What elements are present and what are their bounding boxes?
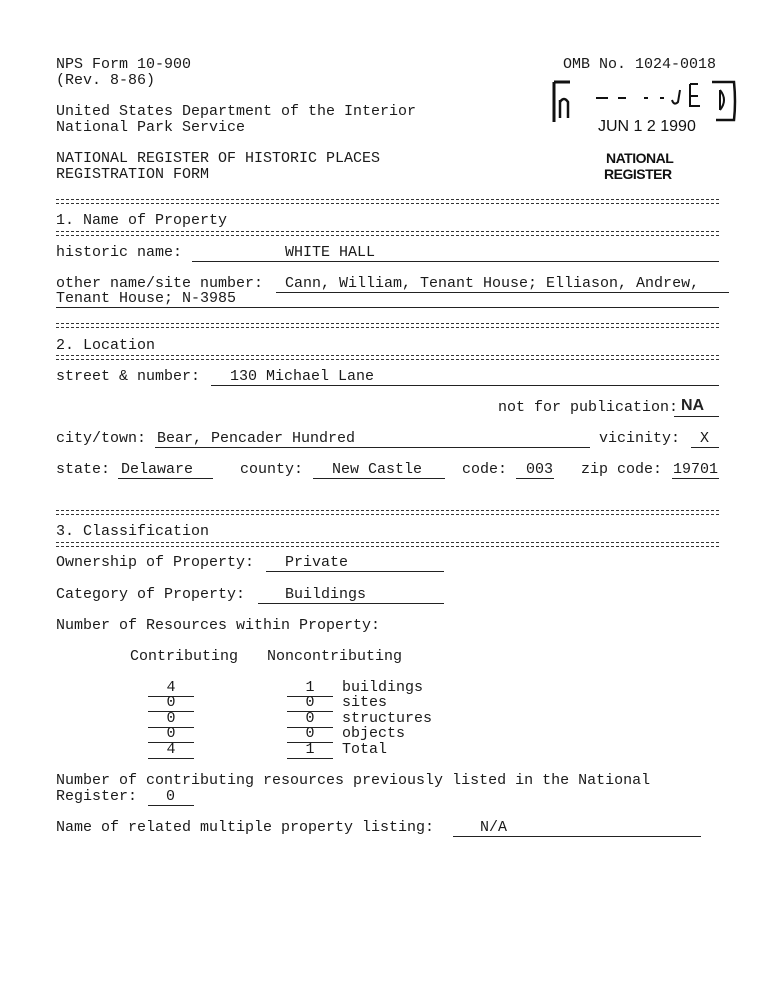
contributing-objects: 0	[148, 726, 194, 742]
state-label: state:	[56, 461, 111, 478]
resource-label-total: Total	[342, 741, 388, 758]
section-divider	[56, 231, 719, 236]
agency: National Park Service	[56, 119, 246, 136]
ownership-label: Ownership of Property:	[56, 554, 255, 571]
category-label: Category of Property:	[56, 586, 246, 603]
county-value: New Castle	[332, 461, 423, 478]
section-2-heading: 2. Location	[56, 337, 156, 354]
noncontributing-header: Noncontributing	[267, 648, 403, 665]
zip-value: 19701	[673, 461, 719, 478]
omb-number: OMB No. 1024-0018	[563, 56, 717, 73]
historic-name-value: WHITE HALL	[285, 244, 376, 261]
contributing-header: Contributing	[130, 648, 239, 665]
vicinity-underline	[691, 447, 719, 448]
resource-label-sites: sites	[342, 694, 388, 711]
contributing-total: 4	[148, 742, 194, 758]
form-title: NATIONAL REGISTER OF HISTORIC PLACES	[56, 150, 381, 167]
form-subtitle: REGISTRATION FORM	[56, 166, 210, 183]
vicinity-label: vicinity:	[599, 430, 681, 447]
other-name-underline	[276, 292, 729, 293]
other-name-underline-2	[56, 307, 719, 308]
street-value: 130 Michael Lane	[230, 368, 375, 385]
noncontributing-objects: 0	[287, 726, 333, 742]
other-name-label: other name/site number:	[56, 275, 264, 292]
section-divider	[56, 542, 719, 547]
department: United States Department of the Interior	[56, 103, 417, 120]
previously-listed-underline	[148, 805, 194, 806]
code-label: code:	[462, 461, 508, 478]
city-underline	[155, 447, 590, 448]
other-name-value-line1: Cann, William, Tenant House; Elliason, Andrew,	[285, 275, 700, 292]
state-value: Delaware	[121, 461, 194, 478]
form-number: NPS Form 10-900	[56, 56, 192, 73]
state-underline	[118, 478, 213, 479]
code-underline	[516, 478, 554, 479]
ownership-underline	[266, 571, 444, 572]
not-for-publication-underline	[674, 416, 719, 417]
code-value: 003	[526, 461, 554, 478]
ownership-value: Private	[285, 554, 349, 571]
resources-label: Number of Resources within Property:	[56, 617, 381, 634]
resource-label-structures: structures	[342, 710, 433, 727]
section-1-heading: 1. Name of Property	[56, 212, 228, 229]
form-revision: (Rev. 8-86)	[56, 72, 156, 89]
resource-label-objects: objects	[342, 725, 406, 742]
county-label: county:	[240, 461, 304, 478]
multiple-listing-value: N/A	[480, 819, 508, 836]
not-for-publication-value: NA	[681, 397, 705, 414]
section-divider	[56, 323, 719, 328]
multiple-listing-underline	[453, 836, 701, 837]
street-underline	[211, 385, 719, 386]
section-divider	[56, 510, 719, 515]
city-label: city/town:	[56, 430, 147, 447]
noncontributing-total: 1	[287, 742, 333, 758]
city-value: Bear, Pencader Hundred	[157, 430, 356, 447]
section-divider	[56, 355, 719, 360]
historic-name-label: historic name:	[56, 244, 183, 261]
multiple-listing-label: Name of related multiple property listing:	[56, 819, 435, 836]
other-name-value-line2: Tenant House; N-3985	[56, 290, 237, 307]
not-for-publication-label: not for publication:	[498, 399, 679, 416]
stamp-register: REGISTER	[604, 166, 672, 182]
contributing-buildings: 4	[148, 680, 194, 696]
category-value: Buildings	[285, 586, 367, 603]
category-underline	[258, 603, 444, 604]
vicinity-value: X	[700, 430, 710, 447]
zip-underline	[672, 478, 719, 479]
resource-label-buildings: buildings	[342, 679, 424, 696]
contributing-sites: 0	[148, 695, 194, 711]
noncontributing-structures: 0	[287, 711, 333, 727]
noncontributing-buildings: 1	[287, 680, 333, 696]
noncontributing-sites: 0	[287, 695, 333, 711]
zip-label: zip code:	[581, 461, 663, 478]
section-divider	[56, 199, 719, 204]
section-3-heading: 3. Classification	[56, 523, 210, 540]
stamp-national: NATIONAL	[606, 150, 674, 166]
previously-listed-label-2: Register:	[56, 788, 138, 805]
street-label: street & number:	[56, 368, 201, 385]
stamp-date: JUN 1 2 1990	[598, 118, 696, 135]
county-underline	[313, 478, 445, 479]
historic-name-underline	[192, 261, 719, 262]
previously-listed-value: 0	[166, 788, 176, 805]
contributing-structures: 0	[148, 711, 194, 727]
previously-listed-label: Number of contributing resources previously listed in the National	[56, 772, 651, 789]
